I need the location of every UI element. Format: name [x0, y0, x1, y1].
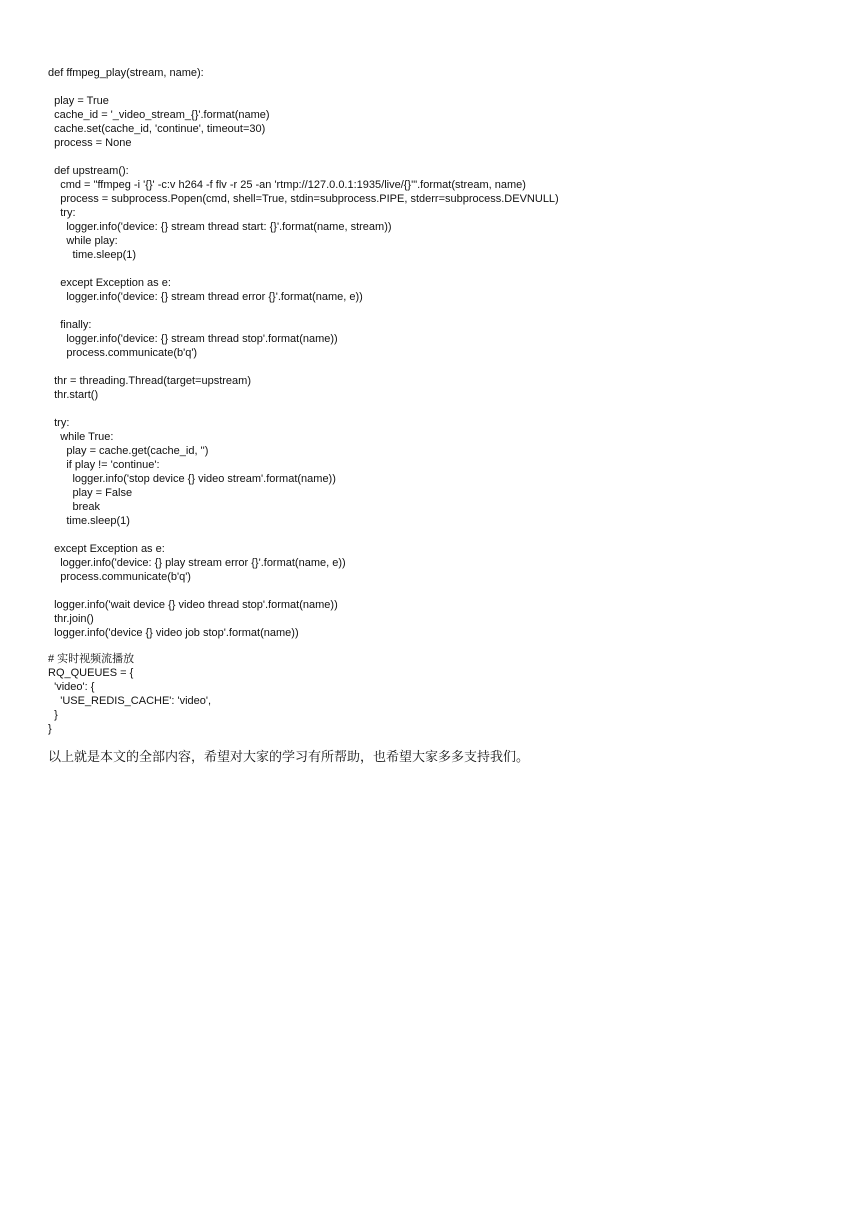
code-line: thr.start() [48, 389, 99, 401]
code-line [48, 304, 828, 318]
config-line: 'USE_REDIS_CACHE': 'video', [48, 695, 212, 707]
code-line: process.communicate(b'q') [48, 347, 198, 359]
code-line: try: [48, 207, 76, 219]
code-line: logger.info('device: {} stream thread error {}'.format(name, e)) [48, 291, 363, 303]
code-line: while True: [48, 431, 114, 443]
code-line: except Exception as e: [48, 543, 165, 555]
config-line: } [48, 723, 52, 735]
code-line: cache.set(cache_id, 'continue', timeout=30) [48, 123, 266, 135]
code-line: process.communicate(b'q') [48, 571, 191, 583]
code-line: thr.join() [48, 613, 94, 625]
code-line: logger.info('device {} video job stop'.format(name)) [48, 627, 299, 639]
code-line: process = subprocess.Popen(cmd, shell=True, stdin=subprocess.PIPE, stderr=subprocess.DEVNULL) [48, 193, 559, 205]
code-line: thr = threading.Thread(target=upstream) [48, 375, 251, 387]
code-line: except Exception as e: [48, 277, 171, 289]
code-line [48, 360, 828, 374]
code-line: def upstream(): [48, 165, 129, 177]
code-line [48, 402, 828, 416]
code-line: time.sleep(1) [48, 515, 130, 527]
config-line: RQ_QUEUES = { [48, 667, 134, 679]
config-line: 'video': { [48, 681, 95, 693]
code-block-rq-queues [48, 652, 548, 736]
code-line: break [48, 501, 100, 513]
config-comment: # 实时视频流播放 [48, 653, 135, 665]
code-line [48, 80, 828, 94]
code-line: logger.info('device: {} stream thread start: {}'.format(name, stream)) [48, 221, 392, 233]
code-line: def ffmpeg_play(stream, name): [48, 67, 204, 79]
code-line [48, 584, 828, 598]
code-line: while play: [48, 235, 118, 247]
code-line [48, 150, 828, 164]
closing-paragraph: 以上就是本文的全部内容，希望对大家的学习有所帮助，也希望大家多多支持我们。 [48, 750, 530, 765]
code-line: try: [48, 417, 70, 429]
code-line [48, 262, 828, 276]
code-line [48, 528, 828, 542]
code-line: process = None [48, 137, 132, 149]
code-line: play = False [48, 487, 133, 499]
code-line: logger.info('device: {} stream thread stop'.format(name)) [48, 333, 338, 345]
code-block-ffmpeg-play [48, 66, 828, 640]
code-line: logger.info('stop device {} video stream'.format(name)) [48, 473, 336, 485]
config-line: } [48, 709, 58, 721]
code-line: play = True [48, 95, 109, 107]
code-line: finally: [48, 319, 92, 331]
code-line: cache_id = '_video_stream_{}'.format(name) [48, 109, 270, 121]
code-line: logger.info('wait device {} video thread stop'.format(name)) [48, 599, 338, 611]
code-line: if play != 'continue': [48, 459, 160, 471]
code-line: time.sleep(1) [48, 249, 137, 261]
code-line: play = cache.get(cache_id, '') [48, 445, 209, 457]
code-line: cmd = "ffmpeg -i '{}' -c:v h264 -f flv -r 25 -an 'rtmp://127.0.0.1:1935/live/{}'".format(stream, name) [48, 179, 526, 191]
code-line: logger.info('device: {} play stream error {}'.format(name, e)) [48, 557, 346, 569]
